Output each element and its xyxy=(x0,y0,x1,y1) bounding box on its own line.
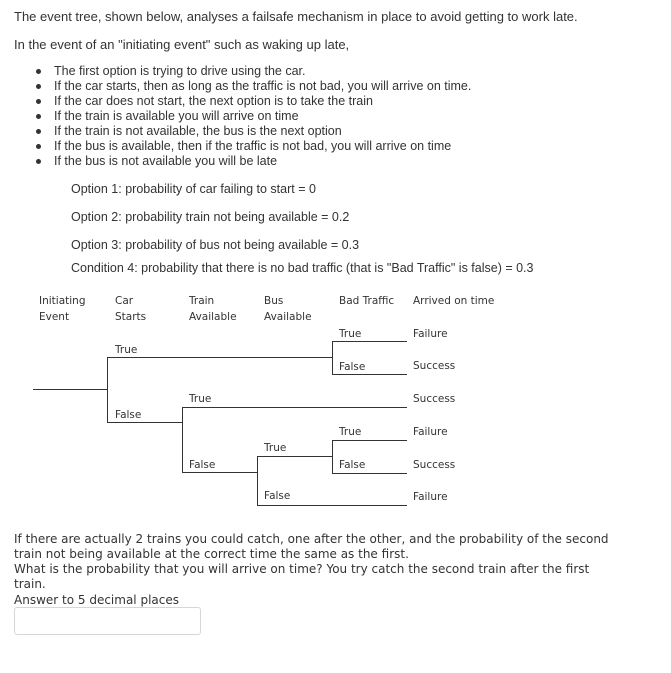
train-connector xyxy=(182,407,183,472)
question-line-4: train. xyxy=(14,577,46,591)
event-tree xyxy=(0,290,671,510)
answer-instruction: Answer to 5 decimal places xyxy=(14,593,179,607)
car-true-branch xyxy=(107,357,332,358)
header-initiating: Initiating xyxy=(39,295,86,307)
bullet-item: If the train is available you will arrive on time xyxy=(30,109,471,124)
train-true-label: True xyxy=(189,393,212,405)
traffic-false-label-2: False xyxy=(339,459,366,471)
traffic-false-branch-2 xyxy=(332,473,407,474)
train-false-label: False xyxy=(189,459,216,471)
header-event: Event xyxy=(39,311,70,323)
bus-true-label: True xyxy=(264,442,287,454)
header-bus: Bus xyxy=(264,295,284,307)
traffic-connector-1 xyxy=(332,341,333,374)
outcome-failure: Failure xyxy=(413,426,448,438)
bullet-item: If the bus is not available you will be late xyxy=(30,154,471,169)
outcome-success: Success xyxy=(413,459,456,471)
traffic-true-label-1: True xyxy=(339,328,362,340)
bullet-item: If the car starts, then as long as the traffic is not bad, you will arrive on time. xyxy=(30,79,471,94)
train-false-branch xyxy=(182,472,257,473)
answer-input[interactable] xyxy=(14,607,201,635)
outcome-failure: Failure xyxy=(413,328,448,340)
condition-4: Condition 4: probability that there is no bad traffic (that is "Bad Traffic" is false) = 0.3 xyxy=(71,261,534,275)
question-line-2: train not being available at the correct time the same as the first. xyxy=(14,547,409,561)
question-line-1: If there are actually 2 trains you could catch, one after the other, and the probability of the second xyxy=(14,532,609,546)
car-false-label: False xyxy=(115,409,142,421)
bus-false-label: False xyxy=(264,490,291,502)
question-line-3: What is the probability that you will arrive on time? You try catch the second train after the first xyxy=(14,562,590,576)
option-3: Option 3: probability of bus not being available = 0.3 xyxy=(71,238,360,252)
option-1: Option 1: probability of car failing to start = 0 xyxy=(71,182,316,196)
traffic-true-branch-1 xyxy=(332,341,407,342)
intro-line-2: In the event of an "initiating event" such as waking up late, xyxy=(14,37,350,52)
header-car: Car xyxy=(115,295,134,307)
car-connector xyxy=(107,357,108,422)
bus-true-branch xyxy=(257,456,332,457)
bullet-list xyxy=(30,64,471,169)
intro-line-1: The event tree, shown below, analyses a failsafe mechanism in place to avoid getting to work late. xyxy=(14,9,578,24)
car-true-label: True xyxy=(115,344,138,356)
traffic-false-label-1: False xyxy=(339,361,366,373)
header-starts: Starts xyxy=(115,311,147,323)
traffic-false-branch-1 xyxy=(332,374,407,375)
traffic-true-label-2: True xyxy=(339,426,362,438)
option-2: Option 2: probability train not being available = 0.2 xyxy=(71,210,350,224)
traffic-true-branch-2 xyxy=(332,440,407,441)
outcome-failure: Failure xyxy=(413,491,448,503)
bullet-item: If the car does not start, the next option is to take the train xyxy=(30,94,471,109)
bus-connector xyxy=(257,456,258,505)
traffic-connector-2 xyxy=(332,440,333,473)
header-train-available: Available xyxy=(189,311,237,323)
bullet-item: If the bus is available, then if the traffic is not bad, you will arrive on time xyxy=(30,139,471,154)
car-false-branch xyxy=(107,422,182,423)
header-train: Train xyxy=(189,295,215,307)
header-bad-traffic: Bad Traffic xyxy=(339,295,395,307)
outcome-success: Success xyxy=(413,393,456,405)
outcome-success: Success xyxy=(413,360,456,372)
bullet-item: The first option is trying to drive using the car. xyxy=(30,64,471,79)
header-arrived: Arrived on time xyxy=(413,295,495,307)
bus-false-branch xyxy=(257,505,407,506)
bullet-item: If the train is not available, the bus is the next option xyxy=(30,124,471,139)
initiating-branch xyxy=(33,389,107,390)
train-true-branch xyxy=(182,407,407,408)
header-bus-available: Available xyxy=(264,311,312,323)
